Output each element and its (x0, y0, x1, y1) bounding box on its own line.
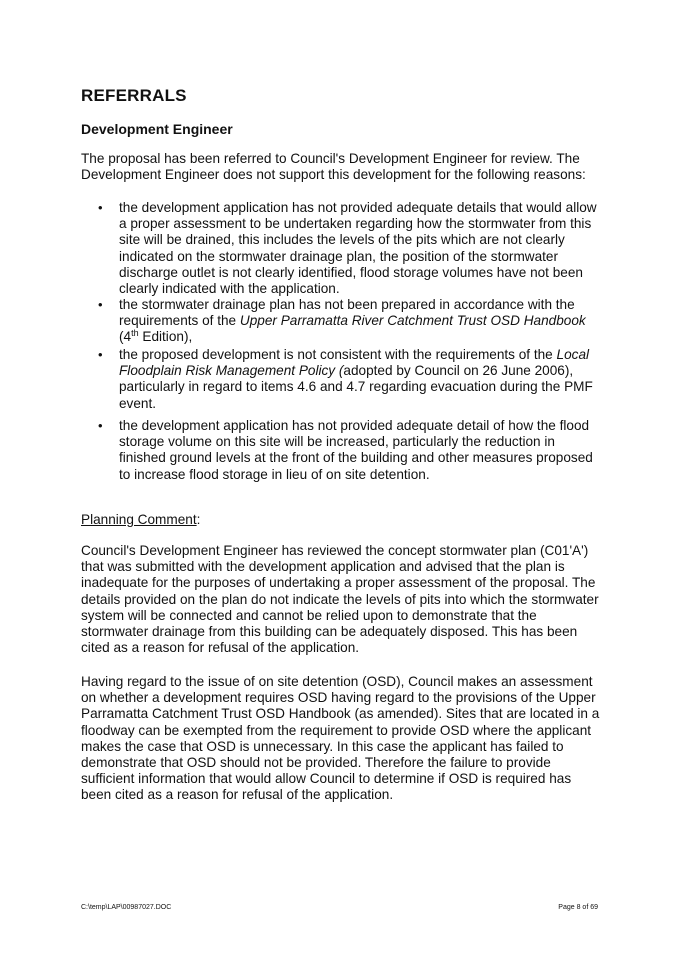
list-item (81, 418, 601, 481)
intro-paragraph: The proposal has been referred to Council's Development Engineer for review. The Development Engineer does not support this development for the following reasons: (81, 151, 586, 183)
bullet-icon: • (98, 418, 103, 433)
subsection-heading: Development Engineer (81, 121, 233, 137)
edition-superscript: th (131, 328, 139, 339)
policy-title: Local Floodplain Risk Management Policy ( (119, 347, 590, 379)
handbook-title: Upper Parramatta River Catchment Trust OSD Handbook (239, 313, 586, 329)
list-item-text: the proposed development is not consistent with the requirements of the (119, 347, 557, 362)
bullet-icon: • (98, 200, 103, 215)
list-item-text: the stormwater drainage plan has not been prepared in accordance with the requirements of the (119, 297, 575, 329)
reasons-list (81, 200, 601, 489)
planning-comment-heading (81, 512, 200, 528)
edition-open: (4 (119, 329, 132, 345)
section-heading: REFERRALS (81, 86, 187, 105)
list-item (81, 200, 601, 297)
list-item (81, 297, 601, 345)
footer-page-number: Page 8 of 69 (558, 904, 598, 911)
planning-paragraph-2: Having regard to the issue of on site detention (OSD), Council makes an assessment on whether a development requires OSD having regard to the provisions of the Upper Parramatta Catchment Trust OSD Handbook (as amended). Sites that are located in a floodway can be exempted from the requirement to provide OSD where the applicant makes the case that OSD is unnecessary. In this case the applicant has failed to demonstrate that OSD should not be provided. Therefore the failure to provide sufficient information that would allow Council to determine if OSD is required has been cited as a reason for refusal of the application. (81, 674, 600, 803)
footer-file-path: C:\temp\LAP\00987027.DOC (81, 904, 172, 911)
bullet-icon: • (98, 347, 103, 362)
list-item-text: the development application has not provided adequate details that would allow a proper assessment to be undertaken regarding how the stormwater from this site will be drained, this includes the levels of the pits which are not clearly indicated on the stormwater drainage plan, the position of the stormwater discharge outlet is not clearly identified, flood storage volumes have not been clearly indicated with the application. (119, 200, 597, 297)
planning-comment-colon: : (196, 512, 201, 527)
list-item (81, 347, 601, 410)
planning-comment-label: Planning Comment (81, 512, 197, 527)
list-item-text-rest: adopted by Council on 26 June 2006), particularly in regard to items 4.6 and 4.7 regarding evacuation during the PMF event. (119, 363, 593, 411)
edition-close: Edition), (138, 329, 193, 345)
bullet-icon: • (98, 297, 103, 312)
planning-paragraph-1: Council's Development Engineer has reviewed the concept stormwater plan (C01'A') that was submitted with the development application and advised that the plan is inadequate for the purposes of undertaking a proper assessment of the proposal. The details provided on the plan do not indicate the levels of pits into which the stormwater system will be connected and cannot be relied upon to demonstrate that the stormwater drainage from this building can be adequately disposed. This has been cited as a reason for refusal of the application. (81, 543, 599, 656)
list-item-text: the development application has not provided adequate detail of how the flood storage volume on this site will be increased, particularly the reduction in finished ground levels at the front of the building and other measures proposed to increase flood storage in lieu of on site detention. (119, 418, 593, 482)
